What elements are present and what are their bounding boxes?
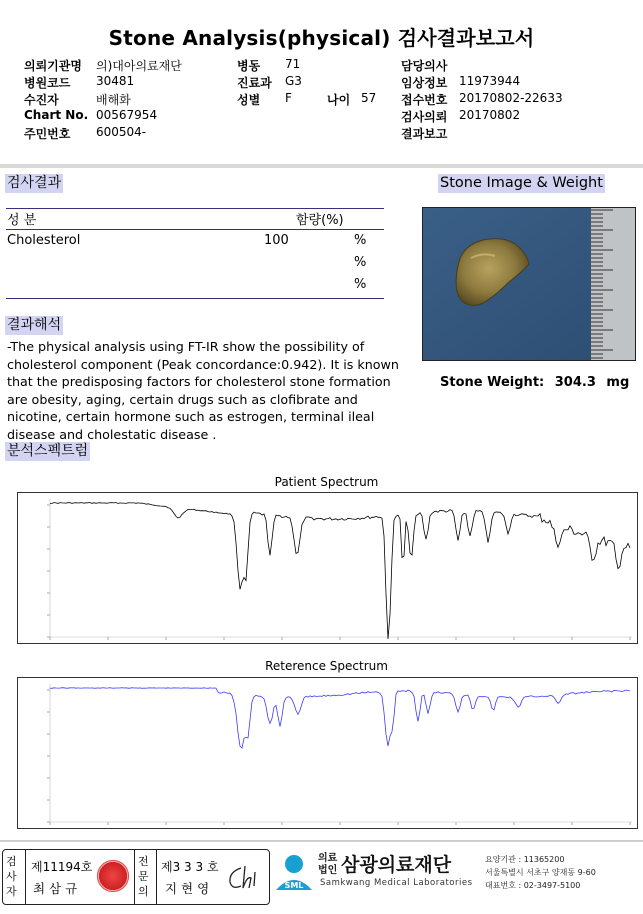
header-divider	[0, 164, 643, 168]
org-name-en: Samkwang Medical Laboratories	[320, 878, 473, 888]
result-unit: %	[354, 233, 367, 248]
header-mid	[237, 57, 376, 108]
specialist-no: 제3 3 3 호	[161, 860, 219, 874]
hdr-label: 접수번호	[401, 93, 448, 107]
hdr-value: G3	[285, 74, 302, 88]
vline	[134, 850, 135, 904]
hdr-value: 600504-	[96, 125, 147, 139]
patient-spectrum-chart	[17, 492, 638, 644]
hdr-label: 결과보고	[401, 127, 448, 141]
signature-box	[2, 849, 270, 905]
footer-divider	[0, 840, 643, 842]
hdr-label: 진료과	[237, 76, 272, 90]
hdr-label: 성별	[237, 93, 261, 107]
results-bottom-rule	[6, 298, 384, 299]
hdr-value: F	[285, 91, 292, 105]
examiner-seal	[95, 858, 131, 894]
header-right	[401, 57, 563, 142]
vline	[25, 850, 26, 904]
logo-text: SML	[284, 881, 304, 890]
hdr-value: 11973944	[459, 74, 521, 88]
stone-weight-unit: mg	[606, 375, 630, 390]
hdr-label: 의뢰기관명	[24, 59, 82, 73]
specialist-name: 지 현 영	[165, 881, 210, 896]
result-row	[7, 277, 377, 299]
org-prefix-2: 법인	[318, 865, 338, 876]
col-amount-header: 함량(%)	[296, 213, 344, 228]
vline	[156, 850, 157, 904]
hdr-value: 57	[361, 91, 377, 105]
stone-weight-value: 304.3	[554, 375, 596, 390]
result-component: Cholesterol	[7, 233, 81, 248]
org-code: 요양기관 : 11365200	[485, 855, 565, 864]
hdr-value: 의)대아의료재단	[96, 59, 182, 73]
results-header-rule	[6, 229, 384, 230]
org-phone: 대표번호 : 02-3497-5100	[485, 881, 581, 890]
specialist-label: 전문의	[138, 855, 149, 898]
hdr-label: 나이	[327, 93, 351, 107]
stone-photo	[422, 207, 636, 361]
result-row	[7, 255, 377, 277]
result-row	[7, 233, 377, 255]
interpretation-text: -The physical analysis using FT-IR show the possibility of cholesterol component (Peak concordance:0.942). It is known that the predisposing factors for cholesterol stone formation are obesity, aging, certain drugs such as clofibrate and nicotine, certain hormone such as estrogen, terminal ileal disease and cholestatic disease .	[7, 339, 399, 442]
patient-spectrum-title: Patient Spectrum	[274, 475, 379, 489]
hdr-label: 검사의뢰	[401, 110, 448, 124]
hdr-label: 임상정보	[401, 76, 448, 90]
hdr-label: Chart No.	[24, 108, 89, 122]
reference-spectrum-line	[50, 688, 630, 748]
org-prefix-1: 의료	[318, 853, 338, 864]
hdr-value: 20170802	[459, 108, 521, 122]
org-prefix	[318, 853, 337, 877]
result-unit: %	[354, 255, 367, 270]
hdr-label: 병동	[237, 59, 261, 73]
org-logo	[272, 850, 316, 898]
report-title: Stone Analysis(physical) 검사결과보고서	[108, 26, 535, 50]
hdr-label: 병원코드	[24, 76, 71, 90]
hdr-value: 71	[285, 57, 301, 71]
hdr-label: 주민번호	[24, 127, 71, 141]
stone-weight	[440, 375, 629, 390]
col-component-header: 성 분	[7, 213, 37, 228]
org-name: 삼광의료재단	[341, 854, 452, 876]
examiner-no: 제11194호	[31, 860, 93, 874]
org-contact	[485, 853, 596, 892]
hdr-label: 담당의사	[401, 59, 448, 73]
header-left	[24, 57, 182, 142]
reference-spectrum-title: Reterence Spectrum	[265, 659, 388, 673]
stone-weight-label: Stone Weight:	[440, 375, 545, 390]
result-unit: %	[354, 277, 367, 292]
specialist-signature	[225, 862, 265, 894]
hdr-value: 20170802-22633	[459, 91, 563, 105]
interpretation-heading: 결과해석	[7, 317, 62, 333]
hdr-value: 00567954	[96, 108, 158, 122]
examiner-label: 검사자	[6, 855, 17, 898]
hdr-label: 수진자	[24, 93, 59, 107]
hdr-value: 배해화	[96, 93, 131, 107]
results-heading: 검사결과	[7, 175, 62, 191]
org-address: 서울특별시 서초구 양재동 9-60	[485, 868, 596, 877]
reference-spectrum-chart	[17, 677, 638, 829]
spectrum-heading: 분석스펙트럼	[7, 443, 89, 459]
result-amount: 100	[264, 233, 289, 248]
stone-heading: Stone Image & Weight	[440, 175, 603, 191]
examiner-name: 최 삼 규	[33, 881, 78, 896]
hdr-value: 30481	[96, 74, 135, 88]
patient-spectrum-line	[50, 503, 630, 640]
